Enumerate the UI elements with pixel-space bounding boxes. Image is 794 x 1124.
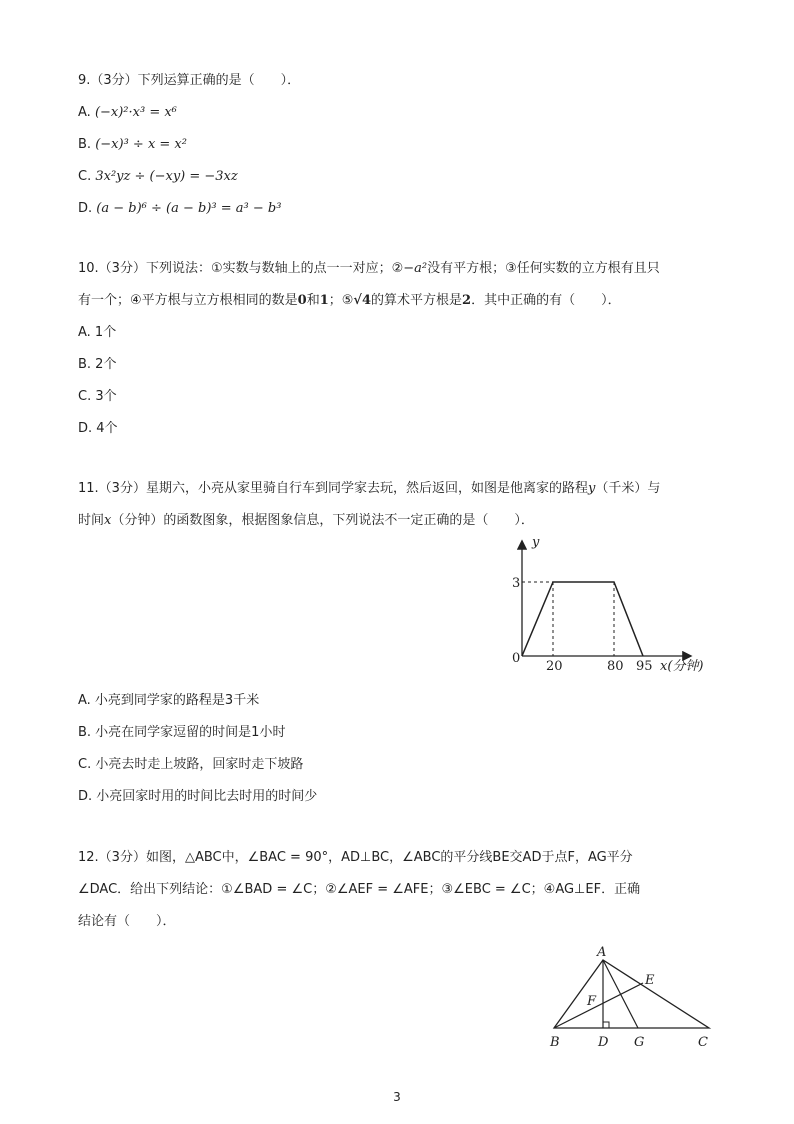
q9-option-a-expr: (−x)²·x³ = x⁶ — [94, 105, 177, 120]
q11-x-tick-95: 95 — [636, 659, 653, 674]
q9-option-c — [78, 168, 238, 186]
q10-sqrt-expr: √4 — [353, 293, 372, 308]
page-number: 3 — [393, 1090, 401, 1104]
q10-text: 10.（3分）下列说法：①实数与数轴上的点一一对应；② — [78, 261, 404, 276]
q11-distance-time-graph — [500, 532, 720, 678]
q10-option-d: D. 4个 — [78, 421, 118, 436]
q9-option-a-label: A. — [78, 105, 91, 120]
q10-text: 有一个；④平方根与立方根相同的数是 — [78, 293, 298, 308]
q11-var: y — [587, 481, 596, 496]
q9-option-d — [78, 200, 281, 218]
q10-stem-line1 — [78, 260, 660, 278]
q10-text: 没有平方根；③任何实数的立方根有且只 — [427, 261, 660, 276]
q10-number: 1 — [319, 293, 329, 308]
q11-y-axis-label: y — [532, 535, 540, 550]
q9-option-b — [78, 136, 187, 154]
q12-label-f: F — [587, 994, 597, 1009]
q11-x-axis-label: x(分钟) — [660, 659, 704, 674]
q12-label-c: C — [698, 1035, 708, 1050]
q12-segment-be — [554, 983, 643, 1028]
q10-text: ．其中正确的有（ ）． — [471, 293, 621, 308]
q9-option-c-label: C. — [78, 169, 92, 184]
q11-text: 时间 — [78, 513, 105, 528]
q9-option-c-expr: 3x²yz ÷ (−xy) = −3xz — [95, 169, 238, 184]
q10-option-c: C. 3个 — [78, 389, 117, 404]
q12-label-e: E — [645, 973, 655, 988]
q11-x-tick-20: 20 — [546, 659, 563, 674]
q10-number: 0 — [297, 293, 307, 308]
q12-label-a: A — [597, 945, 607, 960]
q11-y-tick-3: 3 — [512, 576, 521, 591]
q12-label-g: G — [634, 1035, 645, 1050]
q12-stem-line1: 12.（3分）如图，△ABC中，∠BAC = 90°，AD⊥BC，∠ABC的平分线BE交AD于点F，AG平分 — [78, 850, 633, 865]
q11-stem-line1 — [78, 480, 660, 498]
q9-option-a — [78, 104, 177, 122]
q9-option-b-expr: (−x)³ ÷ x = x² — [95, 137, 187, 152]
q12-label-b: B — [550, 1035, 560, 1050]
q11-graph-line — [522, 582, 643, 656]
q9-option-d-label: D. — [78, 201, 93, 216]
q10-number: 2 — [462, 293, 472, 308]
q12-right-angle-mark — [603, 1022, 609, 1028]
q12-stem-line3: 结论有（ ）． — [78, 914, 176, 929]
q11-option-b: B. 小亮在同学家逗留的时间是1小时 — [78, 725, 286, 740]
q10-option-b: B. 2个 — [78, 357, 117, 372]
q11-text: （千米）与 — [595, 481, 661, 496]
q9-option-b-label: B. — [78, 137, 92, 152]
q10-text: 的算术平方根是 — [371, 293, 463, 308]
q11-var: x — [104, 513, 112, 528]
q11-stem-line2 — [78, 512, 534, 530]
q9-option-d-expr: (a − b)⁶ ÷ (a − b)³ = a³ − b³ — [96, 201, 282, 216]
q10-text: ；⑤ — [328, 293, 354, 308]
q9-stem: 9.（3分）下列运算正确的是（ ）． — [78, 73, 301, 88]
q12-label-d: D — [598, 1035, 609, 1050]
q10-option-a: A. 1个 — [78, 325, 117, 340]
q12-triangle-figure — [540, 940, 730, 1055]
q11-origin-label: 0 — [512, 651, 521, 666]
q11-option-d: D. 小亮回家时用的时间比去时用的时间少 — [78, 789, 318, 804]
q10-expr: −a² — [403, 261, 428, 276]
q12-triangle-abc — [554, 960, 709, 1028]
q11-text: （分钟）的函数图象，根据图象信息，下列说法不一定正确的是（ ）． — [111, 513, 534, 528]
q11-x-tick-80: 80 — [607, 659, 624, 674]
q11-option-a: A. 小亮到同学家的路程是3千米 — [78, 693, 260, 708]
q11-text: 11.（3分）星期六，小亮从家里骑自行车到同学家去玩，然后返回，如图是他离家的路程 — [78, 481, 588, 496]
q12-segment-ag — [603, 960, 638, 1028]
q11-option-c: C. 小亮去时走上坡路，回家时走下坡路 — [78, 757, 304, 772]
q10-text: 和 — [306, 293, 320, 308]
q12-stem-line2: ∠DAC．给出下列结论：①∠BAD = ∠C；②∠AEF = ∠AFE；③∠EBC = ∠C；④AG⊥EF．正确 — [78, 882, 641, 897]
q10-stem-line2 — [78, 292, 621, 310]
